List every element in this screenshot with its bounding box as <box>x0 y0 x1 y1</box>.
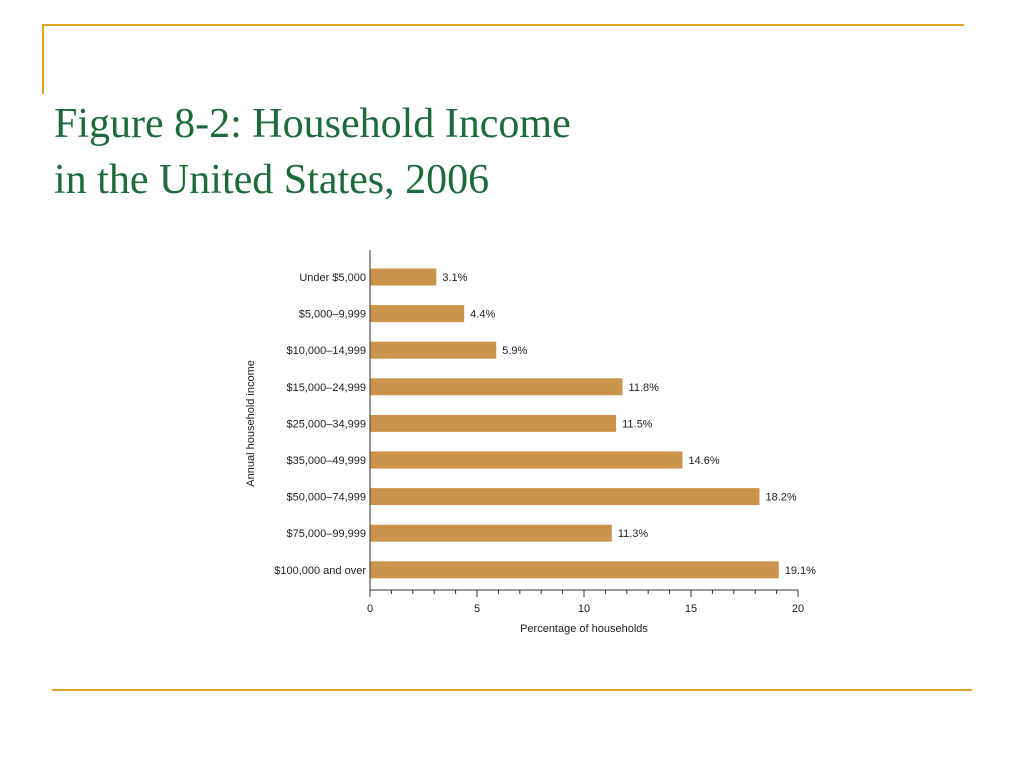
bar-value-label: 18.2% <box>765 491 797 504</box>
bar-value-label: 4.4% <box>470 308 496 321</box>
bar <box>370 415 616 432</box>
category-label: $5,000–9,999 <box>298 308 366 321</box>
bar-value-label: 3.1% <box>442 272 468 284</box>
bar-value-label: 11.3% <box>617 528 649 541</box>
bar <box>370 305 464 322</box>
slide-title-line-2: in the United States, 2006 <box>54 157 490 203</box>
bars-layer <box>370 269 779 579</box>
slide-title-line-1: Figure 8-2: Household Income <box>54 101 571 147</box>
category-label: $100,000 and over <box>274 564 366 577</box>
bar <box>370 561 779 578</box>
x-tick-label: 10 <box>577 603 591 615</box>
category-label: $15,000–24,999 <box>286 381 366 394</box>
bar-value-label: 14.6% <box>688 455 720 467</box>
bar-value-label: 11.8% <box>628 381 659 394</box>
category-label: $25,000–34,999 <box>286 418 366 431</box>
bar <box>370 269 436 286</box>
bar <box>370 342 496 359</box>
x-tick-label: 15 <box>684 603 698 615</box>
category-label: $35,000–49,999 <box>286 455 366 467</box>
x-tick-label: 5 <box>473 603 481 615</box>
bar <box>370 488 759 505</box>
bar <box>370 452 682 469</box>
x-tick-label: 0 <box>366 603 374 615</box>
category-label: $75,000–99,999 <box>286 528 366 541</box>
x-axis-title: Percentage of households <box>520 623 648 635</box>
y-axis-title: Annual household income <box>245 360 257 487</box>
bar <box>370 525 612 542</box>
bar-value-label: 5.9% <box>502 345 528 358</box>
category-label: $50,000–74,999 <box>286 491 366 504</box>
axis-layer <box>367 250 804 615</box>
bar-value-label: 19.1% <box>784 564 816 577</box>
category-label: Under $5,000 <box>299 272 366 284</box>
category-label: $10,000–14,999 <box>286 345 366 358</box>
bar-value-label: 11.5% <box>622 418 653 431</box>
bar <box>370 378 623 395</box>
x-tick-label: 20 <box>791 603 805 615</box>
